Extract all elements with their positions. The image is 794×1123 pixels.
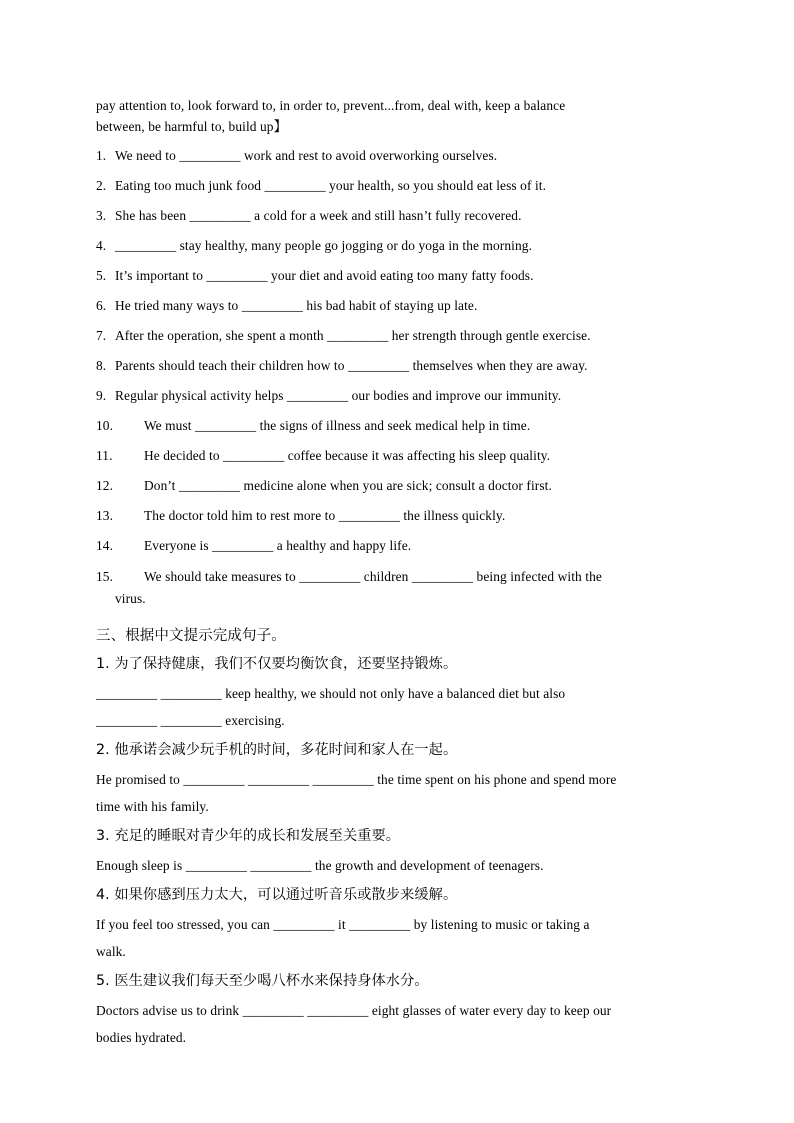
- exercise-item-12: [96, 473, 696, 503]
- sentence-line-2: time with his family.: [96, 799, 209, 814]
- chinese-prompt: 1. 为了保持健康，我们不仅要均衡饮食，还要坚持锻炼。: [96, 656, 458, 672]
- item-text: Don’t _________ medicine alone when you are sick; consult a doctor first.: [144, 478, 552, 493]
- worksheet-page: [96, 95, 696, 1051]
- exercise-item-15: [96, 566, 696, 610]
- sentence-line-1: Doctors advise us to drink _________ _________ eight glasses of water every day to keep our: [96, 1003, 612, 1018]
- item-number: 12.: [96, 478, 114, 493]
- chinese-prompt: 2. 他承诺会减少玩手机的时间，多花时间和家人在一起。: [96, 742, 458, 758]
- exercise-item-9: [96, 383, 696, 413]
- english-sentence: [96, 680, 696, 734]
- item-first-line: [96, 566, 696, 588]
- item-text: Everyone is _________ a healthy and happy life.: [144, 538, 412, 553]
- item-text: We must _________ the signs of illness and seek medical help in time.: [144, 418, 531, 433]
- exercise-item-10: [96, 413, 696, 443]
- chinese-prompt: 5. 医生建议我们每天至少喝八杯水来保持身体水分。: [96, 973, 429, 989]
- item-number: 15.: [96, 569, 114, 584]
- exercise-item-4: [96, 233, 696, 263]
- translation-question-2: [96, 738, 696, 820]
- item-number: 11.: [96, 448, 113, 463]
- item-number: 13.: [96, 508, 114, 523]
- item-text: Parents should teach their children how to _________ themselves when they are away.: [115, 358, 588, 373]
- english-sentence: [96, 997, 696, 1051]
- item-continuation: virus.: [115, 591, 146, 606]
- item-number: 9.: [96, 388, 107, 403]
- sentence-line-2: bodies hydrated.: [96, 1030, 187, 1045]
- exercise-item-3: [96, 203, 696, 233]
- item-text: It’s important to _________ your diet and avoid eating too many fatty foods.: [115, 268, 534, 283]
- exercise-item-8: [96, 353, 696, 383]
- exercise-item-5: [96, 263, 696, 293]
- sentence-line-2: _________ _________ exercising.: [96, 713, 285, 728]
- item-text: After the operation, she spent a month _________ her strength through gentle exercise.: [115, 328, 591, 343]
- exercise-item-2: [96, 173, 696, 203]
- item-text: Regular physical activity helps _________ our bodies and improve our immunity.: [115, 388, 562, 403]
- item-number: 10.: [96, 418, 114, 433]
- chinese-prompt: 4. 如果你感到压力太大，可以通过听音乐或散步来缓解。: [96, 887, 458, 903]
- item-number: 2.: [96, 178, 107, 193]
- sentence-line-1: _________ _________ keep healthy, we should not only have a balanced diet but also: [96, 686, 566, 701]
- item-text: He decided to _________ coffee because it was affecting his sleep quality.: [144, 448, 551, 463]
- translation-questions: [96, 652, 696, 1051]
- word-bank-line-1: pay attention to, look forward to, in order to, prevent...from, deal with, keep a balance: [96, 98, 566, 113]
- item-number: 14.: [96, 538, 114, 553]
- section-3-title: 三、根据中文提示完成句子。: [96, 628, 286, 644]
- item-text: Eating too much junk food _________ your health, so you should eat less of it.: [115, 178, 547, 193]
- exercise-item-13: [96, 503, 696, 533]
- exercise-item-1: [96, 143, 696, 173]
- item-text: The doctor told him to rest more to _________ the illness quickly.: [144, 508, 506, 523]
- sentence-line-1: He promised to _________ _________ _________ the time spent on his phone and spend more: [96, 772, 617, 787]
- english-sentence: [96, 852, 696, 879]
- exercise-item-11: [96, 443, 696, 473]
- sentence-line-1: Enough sleep is _________ _________ the growth and development of teenagers.: [96, 858, 544, 873]
- exercise-item-14: [96, 533, 696, 563]
- word-bank: [96, 95, 696, 137]
- item-number: 6.: [96, 298, 107, 313]
- item-text: We should take measures to _________ children _________ being infected with the: [144, 569, 602, 584]
- item-text: He tried many ways to _________ his bad habit of staying up late.: [115, 298, 478, 313]
- chinese-prompt: 3. 充足的睡眠对青少年的成长和发展至关重要。: [96, 828, 401, 844]
- item-number: 4.: [96, 238, 107, 253]
- exercise-list: [96, 143, 696, 610]
- english-sentence: [96, 911, 696, 965]
- item-number: 1.: [96, 148, 107, 163]
- translation-question-3: [96, 824, 696, 879]
- translation-question-1: [96, 652, 696, 734]
- item-number: 8.: [96, 358, 107, 373]
- word-bank-line-2: between, be harmful to, build up】: [96, 119, 288, 134]
- item-number: 3.: [96, 208, 107, 223]
- exercise-item-7: [96, 323, 696, 353]
- translation-question-4: [96, 883, 696, 965]
- item-text: She has been _________ a cold for a week and still hasn’t fully recovered.: [115, 208, 522, 223]
- exercise-item-6: [96, 293, 696, 323]
- translation-question-5: [96, 969, 696, 1051]
- item-text: We need to _________ work and rest to avoid overworking ourselves.: [115, 148, 498, 163]
- item-number: 7.: [96, 328, 107, 343]
- sentence-line-1: If you feel too stressed, you can _________ it _________ by listening to music or taking a: [96, 917, 590, 932]
- item-text: _________ stay healthy, many people go jogging or do yoga in the morning.: [115, 238, 533, 253]
- item-number: 5.: [96, 268, 107, 283]
- sentence-line-2: walk.: [96, 944, 126, 959]
- english-sentence: [96, 766, 696, 820]
